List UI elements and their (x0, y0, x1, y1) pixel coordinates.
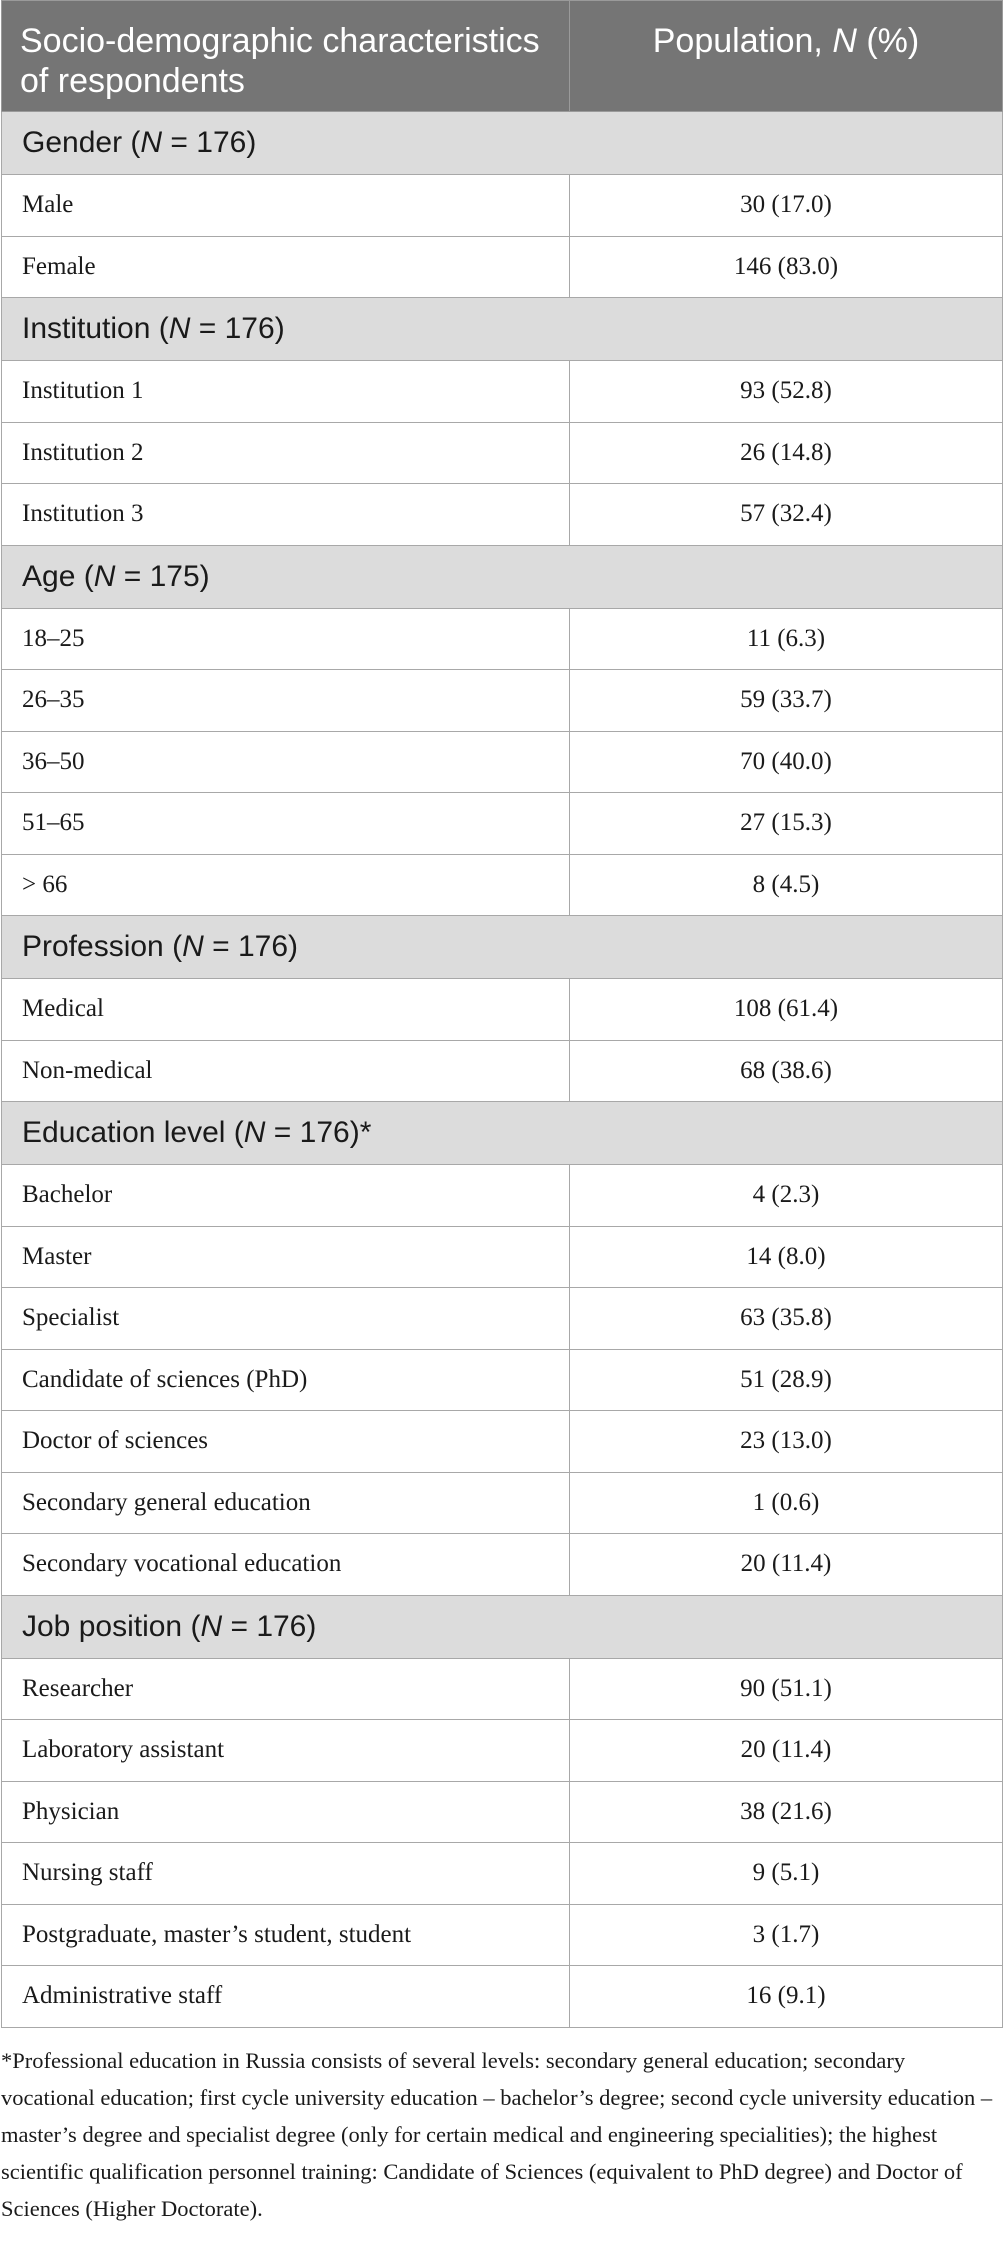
table-row (2, 1165, 1003, 1227)
row-label: Laboratory assistant (2, 1720, 570, 1782)
row-label: Master (2, 1226, 570, 1288)
header-population-suffix: (%) (856, 22, 920, 60)
table-body (2, 112, 1003, 2028)
section-header-row (2, 112, 1003, 175)
section-n-var: N (200, 1609, 223, 1643)
section-n: 176 (237, 930, 289, 963)
table-row (2, 1534, 1003, 1596)
row-value: 1 (0.6) (570, 1472, 1003, 1534)
row-value: 20 (11.4) (570, 1720, 1003, 1782)
section-header: Gender (N = 176) (2, 112, 1003, 175)
row-value: 108 (61.4) (570, 979, 1003, 1041)
table-row (2, 1472, 1003, 1534)
section-n-var: N (93, 559, 116, 593)
section-n-var: N (182, 930, 204, 963)
table-row (2, 361, 1003, 423)
row-value: 68 (38.6) (570, 1040, 1003, 1102)
row-value: 70 (40.0) (570, 731, 1003, 793)
row-value: 20 (11.4) (570, 1534, 1003, 1596)
row-value: 146 (83.0) (570, 236, 1003, 298)
row-value: 23 (13.0) (570, 1411, 1003, 1473)
section-n: 176 (299, 1116, 350, 1149)
row-label: 51–65 (2, 793, 570, 855)
table-row (2, 1720, 1003, 1782)
row-value: 27 (15.3) (570, 793, 1003, 855)
section-n-var: N (168, 312, 191, 345)
header-population-var: N (832, 22, 857, 60)
row-label: > 66 (2, 854, 570, 916)
header-population-prefix: Population, (652, 22, 833, 60)
table-row (2, 731, 1003, 793)
section-label: Gender (22, 126, 123, 159)
section-suffix: * (359, 1116, 372, 1149)
section-header-row (2, 1102, 1003, 1165)
table-row (2, 1966, 1003, 2028)
row-label: Institution 2 (2, 422, 570, 484)
row-value: 26 (14.8) (570, 422, 1003, 484)
table-row (2, 793, 1003, 855)
row-label: Nursing staff (2, 1843, 570, 1905)
table-row (2, 1040, 1003, 1102)
section-n: 176 (224, 312, 275, 345)
section-header: Job position (N = 176) (2, 1595, 1003, 1658)
section-n: 175 (149, 559, 200, 593)
row-value: 4 (2.3) (570, 1165, 1003, 1227)
section-n: 176 (196, 126, 247, 159)
row-value: 30 (17.0) (570, 175, 1003, 237)
row-value: 90 (51.1) (570, 1658, 1003, 1720)
table-row (2, 1843, 1003, 1905)
row-value: 63 (35.8) (570, 1288, 1003, 1350)
row-label: Administrative staff (2, 1966, 570, 2028)
table-footnote: *Professional education in Russia consists of several levels: secondary general education; secondary vocational education; first cycle university education – bachelor’s degree; second cycle university education – master’s degree and specialist degree (only for certain medical and engineering specialities); the highest scientific qualification personnel training: Candidate of Sciences (equivalent to PhD degree) and Doctor of Sciences (Higher Doctorate). (1, 2048, 993, 2221)
row-value: 14 (8.0) (570, 1226, 1003, 1288)
section-n-var: N (140, 126, 163, 159)
table-row (2, 484, 1003, 546)
section-header: Education level (N = 176)* (2, 1102, 1003, 1165)
row-label: Non-medical (2, 1040, 570, 1102)
table-container (1, 0, 1002, 2028)
table-row (2, 175, 1003, 237)
row-value: 51 (28.9) (570, 1349, 1003, 1411)
row-label: Secondary vocational education (2, 1534, 570, 1596)
row-label: Secondary general education (2, 1472, 570, 1534)
row-label: 36–50 (2, 731, 570, 793)
table-row (2, 422, 1003, 484)
section-n: 176 (256, 1609, 307, 1643)
row-label: 18–25 (2, 608, 570, 670)
row-value: 93 (52.8) (570, 361, 1003, 423)
row-label: Physician (2, 1781, 570, 1843)
row-value: 57 (32.4) (570, 484, 1003, 546)
row-value: 8 (4.5) (570, 854, 1003, 916)
section-n-var: N (243, 1116, 266, 1149)
section-label: Institution (22, 312, 151, 345)
section-header-row (2, 916, 1003, 979)
section-header-row (2, 545, 1003, 608)
row-value: 16 (9.1) (570, 1966, 1003, 2028)
section-header: Age (N = 175) (2, 545, 1003, 608)
row-label: Researcher (2, 1658, 570, 1720)
header-population (570, 1, 1003, 112)
demographics-table (1, 0, 1003, 2028)
row-label: Institution 1 (2, 361, 570, 423)
table-row (2, 1226, 1003, 1288)
section-header: Institution (N = 176) (2, 298, 1003, 361)
row-value: 38 (21.6) (570, 1781, 1003, 1843)
row-label: Bachelor (2, 1165, 570, 1227)
section-label: Age (22, 559, 76, 593)
row-value: 59 (33.7) (570, 670, 1003, 732)
row-label: Specialist (2, 1288, 570, 1350)
row-value: 9 (5.1) (570, 1843, 1003, 1905)
row-label: Doctor of sciences (2, 1411, 570, 1473)
section-header-row (2, 298, 1003, 361)
row-value: 11 (6.3) (570, 608, 1003, 670)
row-label: Medical (2, 979, 570, 1041)
table-row (2, 1411, 1003, 1473)
section-label: Job position (22, 1609, 183, 1643)
row-value: 3 (1.7) (570, 1904, 1003, 1966)
table-header-row (2, 1, 1003, 112)
section-label: Profession (22, 930, 164, 963)
row-label: Male (2, 175, 570, 237)
table-row (2, 608, 1003, 670)
table-row (2, 236, 1003, 298)
table-row (2, 854, 1003, 916)
row-label: Institution 3 (2, 484, 570, 546)
table-row (2, 1658, 1003, 1720)
table-row (2, 1904, 1003, 1966)
table-row (2, 1349, 1003, 1411)
section-header: Profession (N = 176) (2, 916, 1003, 979)
section-header-row (2, 1595, 1003, 1658)
table-row (2, 979, 1003, 1041)
table-row (2, 1781, 1003, 1843)
row-label: Candidate of sciences (PhD) (2, 1349, 570, 1411)
row-label: Female (2, 236, 570, 298)
section-label: Education level (22, 1116, 226, 1149)
table-row (2, 670, 1003, 732)
row-label: 26–35 (2, 670, 570, 732)
table-row (2, 1288, 1003, 1350)
header-characteristics: Socio-demographic characteristics of respondents (2, 1, 570, 112)
row-label: Postgraduate, master’s student, student (2, 1904, 570, 1966)
